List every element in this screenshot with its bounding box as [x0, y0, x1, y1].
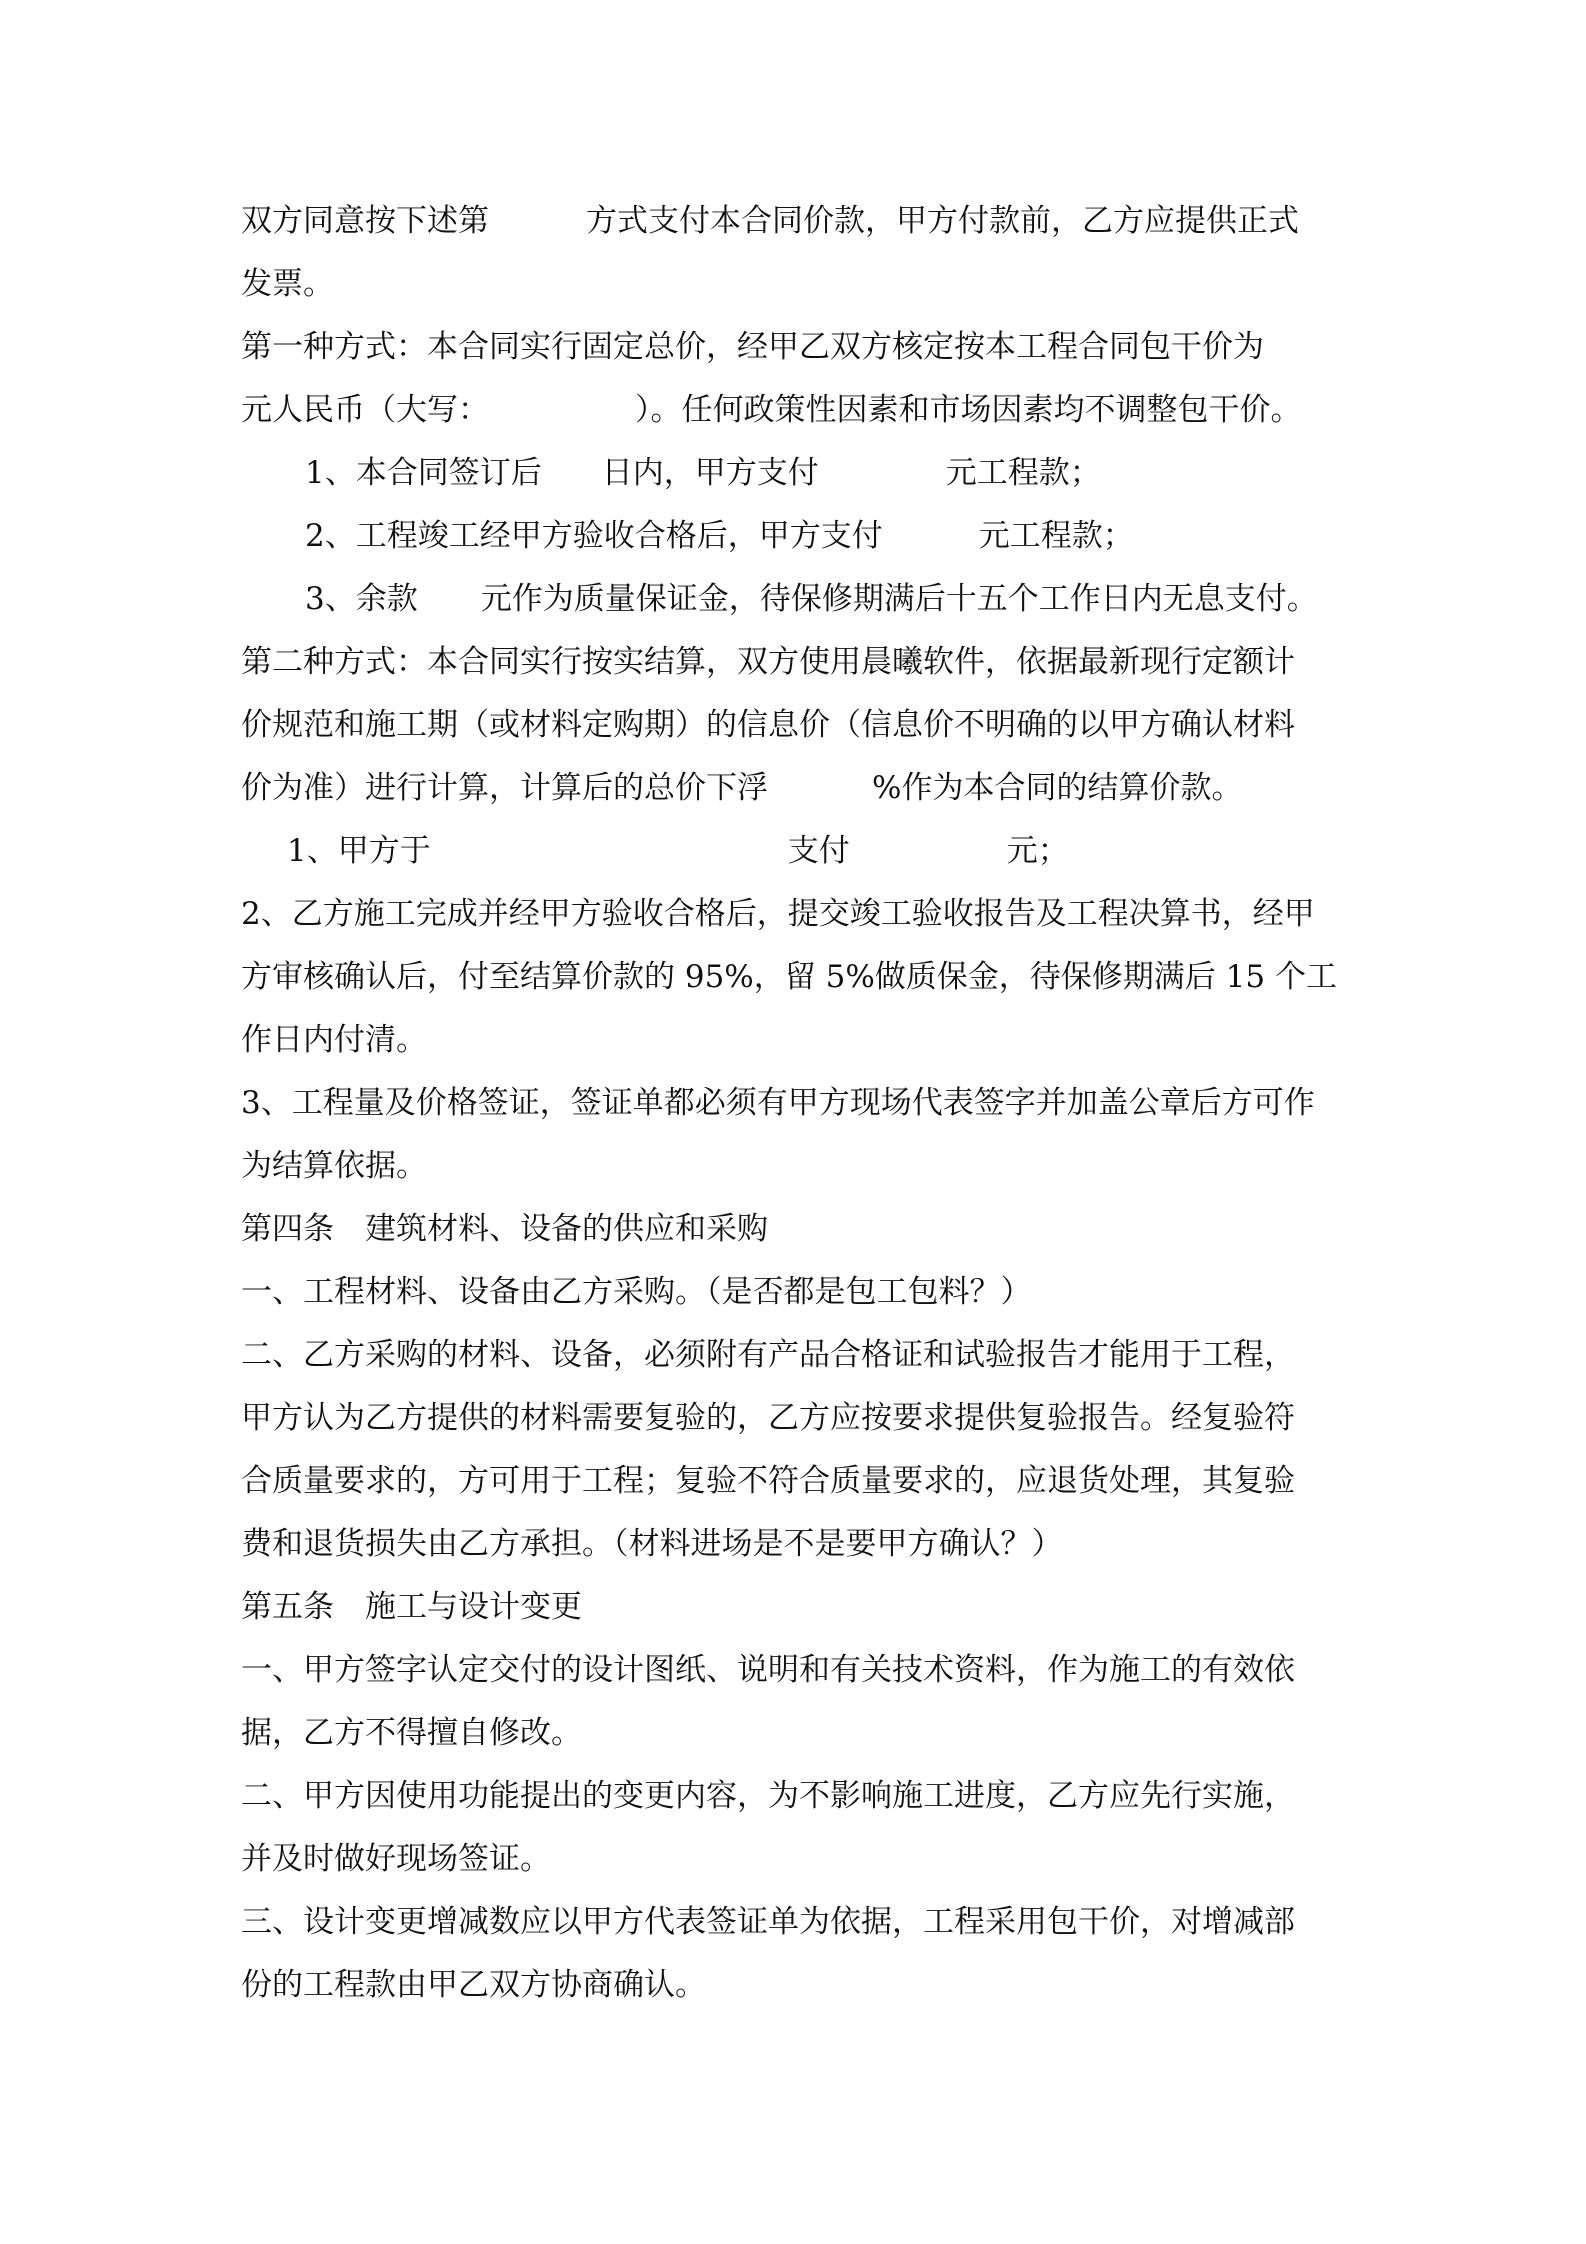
text-segment: 三、设计变更增减数应以甲方代表签证单为依据，工程采用包干价，对增减部 — [241, 1904, 1295, 1940]
text-segment: 2、乙方施工完成并经甲方验收合格后，提交竣工验收报告及工程决算书，经甲 — [241, 896, 1315, 932]
text-line — [241, 568, 1361, 631]
text-line — [241, 883, 1361, 946]
text-line — [241, 1702, 1361, 1765]
text-segment: 方式支付本合同价款，甲方付款前，乙方应提供正式 — [586, 203, 1299, 239]
text-line — [241, 946, 1361, 1009]
text-segment: 一、工程材料、设备由乙方采购。（是否都是包工包料？） — [241, 1274, 1032, 1310]
text-segment: 份的工程款由甲乙双方协商确认。 — [241, 1967, 706, 2003]
text-segment: 3、余款 — [305, 581, 418, 617]
text-line — [241, 1072, 1361, 1135]
text-segment: 日内，甲方支付 — [601, 455, 819, 491]
text-line — [241, 1387, 1361, 1450]
text-line — [241, 442, 1361, 505]
text-segment: 为结算依据。 — [241, 1148, 427, 1184]
text-line — [241, 1261, 1361, 1324]
text-line — [241, 1828, 1361, 1891]
text-line — [241, 694, 1361, 757]
text-segment: 据，乙方不得擅自修改。 — [241, 1715, 582, 1751]
text-segment: 方审核确认后，付至结算价款的 95%，留 5%做质保金，待保修期满后 15 个工 — [241, 959, 1337, 995]
text-segment: 合质量要求的，方可用于工程；复验不符合质量要求的，应退货处理，其复验 — [241, 1463, 1295, 1499]
text-segment: 价规范和施工期（或材料定购期）的信息价（信息价不明确的以甲方确认材料 — [241, 707, 1295, 743]
text-segment: 一、甲方签字认定交付的设计图纸、说明和有关技术资料，作为施工的有效依 — [241, 1652, 1295, 1688]
text-segment: 并及时做好现场签证。 — [241, 1841, 551, 1877]
text-segment: 第五条 施工与设计变更 — [241, 1589, 582, 1625]
text-segment: 第二种方式：本合同实行按实结算，双方使用晨曦软件，依据最新现行定额计 — [241, 644, 1295, 680]
text-segment: 二、乙方采购的材料、设备，必须附有产品合格证和试验报告才能用于工程， — [241, 1337, 1295, 1373]
text-segment: 发票。 — [241, 266, 334, 302]
text-segment: 1、本合同签订后 — [305, 455, 542, 491]
text-segment: 价为准）进行计算，计算后的总价下浮 — [241, 770, 768, 806]
text-segment: 双方同意按下述第 — [241, 203, 489, 239]
text-segment: %作为本合同的结算价款。 — [872, 770, 1243, 806]
text-line — [241, 316, 1361, 379]
text-segment: 元工程款； — [945, 455, 1101, 491]
text-line — [241, 379, 1361, 442]
text-segment: ）。任何政策性因素和市场因素均不调整包干价。 — [635, 392, 1302, 428]
text-line — [241, 1324, 1361, 1387]
text-line — [241, 1891, 1361, 1954]
text-segment: 支付 — [787, 833, 850, 869]
document-page — [241, 190, 1361, 2017]
text-segment: 甲方认为乙方提供的材料需要复验的，乙方应按要求提供复验报告。经复验符 — [241, 1400, 1295, 1436]
section-heading — [241, 1576, 1361, 1639]
text-segment: 元； — [1006, 833, 1069, 869]
text-line — [241, 1639, 1361, 1702]
text-line — [241, 1009, 1361, 1072]
text-segment: 作日内付清。 — [241, 1022, 427, 1058]
text-line — [241, 253, 1361, 316]
text-segment: 元工程款； — [978, 518, 1134, 554]
text-segment: 第四条 建筑材料、设备的供应和采购 — [241, 1211, 768, 1247]
text-line — [241, 1954, 1361, 2017]
text-line — [241, 757, 1361, 820]
text-segment: 1、甲方于 — [287, 833, 431, 869]
text-line — [241, 505, 1361, 568]
text-line — [241, 631, 1361, 694]
section-heading — [241, 1198, 1361, 1261]
text-segment: 2、工程竣工经甲方验收合格后，甲方支付 — [305, 518, 883, 554]
text-segment: 第一种方式：本合同实行固定总价，经甲乙双方核定按本工程合同包干价为 — [241, 329, 1264, 365]
text-segment: 3、工程量及价格签证，签证单都必须有甲方现场代表签字并加盖公章后方可作 — [241, 1085, 1315, 1121]
text-segment: 费和退货损失由乙方承担。（材料进场是不是要甲方确认？） — [241, 1526, 1063, 1562]
text-line — [241, 190, 1361, 253]
text-segment: 元作为质量保证金，待保修期满后十五个工作日内无息支付。 — [480, 581, 1318, 617]
text-line — [241, 1765, 1361, 1828]
text-segment: 元人民币（大写： — [241, 392, 489, 428]
text-line — [241, 1450, 1361, 1513]
text-line — [241, 1135, 1361, 1198]
text-segment: 二、甲方因使用功能提出的变更内容，为不影响施工进度，乙方应先行实施， — [241, 1778, 1295, 1814]
text-line — [241, 1513, 1361, 1576]
text-line — [241, 820, 1361, 883]
